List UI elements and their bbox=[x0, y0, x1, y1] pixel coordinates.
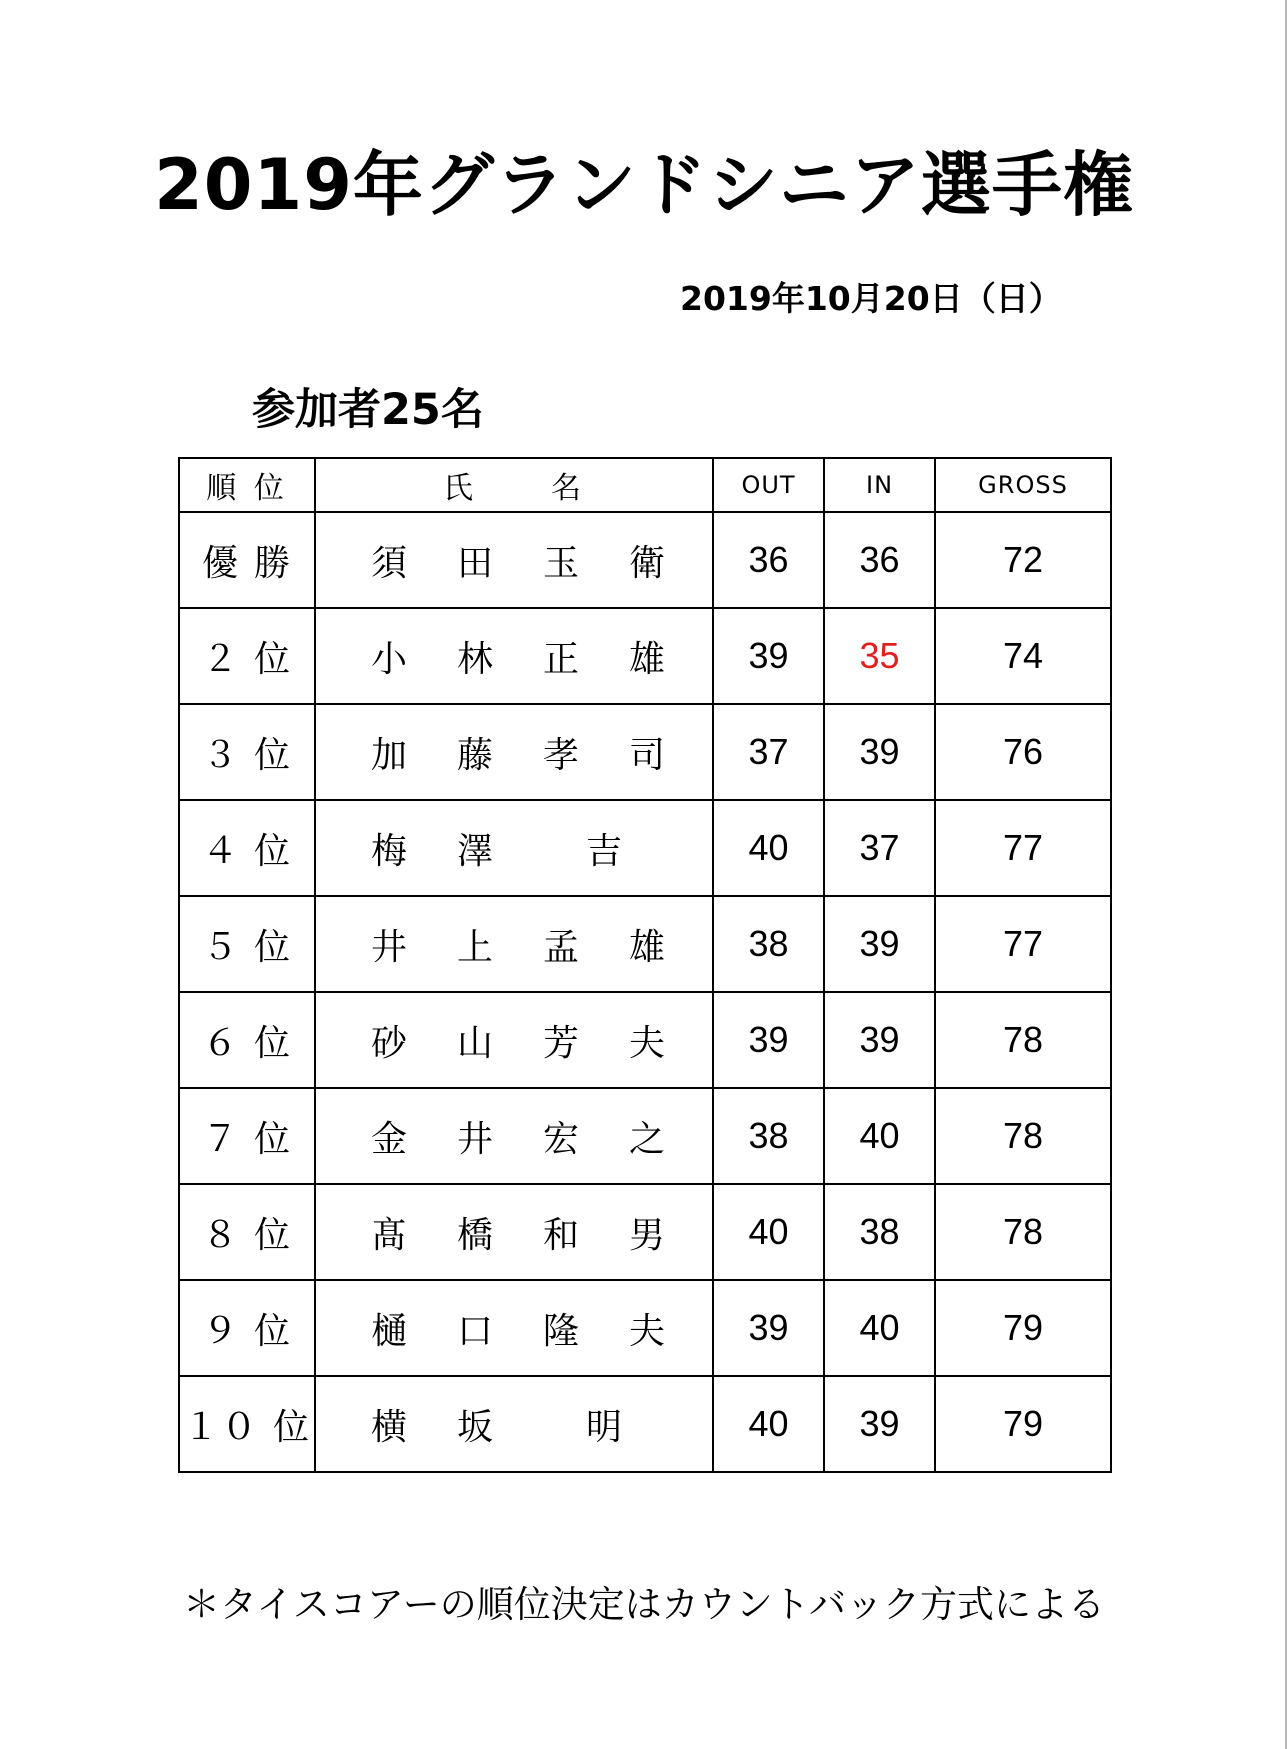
results-body bbox=[179, 512, 1111, 1472]
out-score-cell: 36 bbox=[713, 512, 824, 608]
gross-score-cell: 74 bbox=[935, 608, 1111, 704]
player-name-cell bbox=[315, 1280, 713, 1376]
surname-char: 加 bbox=[370, 734, 407, 776]
player-name-cell bbox=[315, 704, 713, 800]
in-score-cell: 40 bbox=[824, 1088, 935, 1184]
page-title: 2019年グランドシニア選手権 bbox=[154, 144, 1134, 226]
player-name-cell bbox=[315, 800, 713, 896]
rank-number: 優 bbox=[201, 542, 240, 584]
given-name-char: 衛 bbox=[628, 542, 665, 584]
event-date: 2019年10月20日（日） bbox=[680, 279, 1062, 318]
surname-char: 坂 bbox=[456, 1406, 493, 1448]
given-name-char: 玉 bbox=[542, 542, 579, 584]
table-row bbox=[179, 1376, 1111, 1472]
surname-char: 金 bbox=[370, 1118, 407, 1160]
table-row bbox=[179, 896, 1111, 992]
given-name-char: 孝 bbox=[542, 734, 579, 776]
out-score-cell: 37 bbox=[713, 704, 824, 800]
surname-char: 藤 bbox=[456, 734, 493, 776]
rank-label: 位 bbox=[254, 830, 293, 872]
player-name-cell bbox=[315, 896, 713, 992]
gross-score-cell: 77 bbox=[935, 800, 1111, 896]
rank-label: 位 bbox=[273, 1406, 312, 1448]
surname-char: 須 bbox=[370, 542, 407, 584]
rank-number: ５ bbox=[201, 926, 240, 968]
given-name-char: 男 bbox=[628, 1214, 665, 1256]
gross-score-cell: 78 bbox=[935, 992, 1111, 1088]
table-row bbox=[179, 800, 1111, 896]
table-row bbox=[179, 1184, 1111, 1280]
player-name-cell bbox=[315, 1088, 713, 1184]
rank-label: 位 bbox=[254, 1022, 293, 1064]
given-name-char: 孟 bbox=[542, 926, 579, 968]
in-score-cell: 40 bbox=[824, 1280, 935, 1376]
tiebreak-note: ＊タイスコアーの順位決定はカウントバック方式による bbox=[182, 1583, 1106, 1626]
rank-number: ４ bbox=[201, 830, 240, 872]
table-row bbox=[179, 512, 1111, 608]
out-score-cell: 38 bbox=[713, 896, 824, 992]
rank-number: ９ bbox=[201, 1310, 240, 1352]
rank-number: ８ bbox=[201, 1214, 240, 1256]
in-score-cell: 37 bbox=[824, 800, 935, 896]
surname-char: 田 bbox=[456, 542, 493, 584]
player-name-cell bbox=[315, 1376, 713, 1472]
rank-number: ２ bbox=[201, 638, 240, 680]
gross-score-cell: 78 bbox=[935, 1184, 1111, 1280]
given-name-char: 吉 bbox=[585, 830, 622, 872]
in-score-cell: 38 bbox=[824, 1184, 935, 1280]
given-name-char: 正 bbox=[542, 638, 579, 680]
surname-char: 上 bbox=[456, 926, 493, 968]
results-table bbox=[178, 457, 1112, 1473]
rank-number: ６ bbox=[201, 1022, 240, 1064]
gross-score-cell: 77 bbox=[935, 896, 1111, 992]
rank-number: １０ bbox=[182, 1406, 259, 1448]
surname-char: 樋 bbox=[370, 1310, 407, 1352]
rank-label: 位 bbox=[254, 638, 293, 680]
given-name-char: 夫 bbox=[628, 1310, 665, 1352]
surname-char: 小 bbox=[370, 638, 407, 680]
surname-char: 橋 bbox=[456, 1214, 493, 1256]
page-edge-divider bbox=[1285, 0, 1287, 1749]
table-row bbox=[179, 1280, 1111, 1376]
rank-number: ３ bbox=[201, 734, 240, 776]
rank-cell bbox=[179, 1088, 315, 1184]
surname-char: 梅 bbox=[370, 830, 407, 872]
surname-char: 山 bbox=[456, 1022, 493, 1064]
gross-score-cell: 72 bbox=[935, 512, 1111, 608]
surname-char: 井 bbox=[456, 1118, 493, 1160]
gross-score-cell: 76 bbox=[935, 704, 1111, 800]
in-score-cell: 36 bbox=[824, 512, 935, 608]
surname-char: 澤 bbox=[456, 830, 493, 872]
player-name-cell bbox=[315, 512, 713, 608]
out-score-cell: 40 bbox=[713, 1376, 824, 1472]
rank-number: ７ bbox=[201, 1118, 240, 1160]
rank-label: 位 bbox=[254, 926, 293, 968]
out-score-cell: 38 bbox=[713, 1088, 824, 1184]
player-name-cell bbox=[315, 1184, 713, 1280]
surname-char: 横 bbox=[370, 1406, 407, 1448]
out-score-cell: 40 bbox=[713, 800, 824, 896]
in-score-cell: 39 bbox=[824, 704, 935, 800]
out-score-cell: 39 bbox=[713, 992, 824, 1088]
rank-cell bbox=[179, 1376, 315, 1472]
out-score-cell: 39 bbox=[713, 608, 824, 704]
given-name-char: 夫 bbox=[628, 1022, 665, 1064]
in-score-cell: 39 bbox=[824, 992, 935, 1088]
name-header bbox=[315, 458, 713, 512]
rank-cell bbox=[179, 896, 315, 992]
in-header: IN bbox=[824, 458, 935, 512]
rank-label: 位 bbox=[254, 734, 293, 776]
given-name-char: 司 bbox=[628, 734, 665, 776]
out-score-cell: 39 bbox=[713, 1280, 824, 1376]
rank-label: 位 bbox=[254, 1214, 293, 1256]
gross-header: GROSS bbox=[935, 458, 1111, 512]
rank-cell bbox=[179, 608, 315, 704]
given-name-char: 之 bbox=[628, 1118, 665, 1160]
rank-label: 位 bbox=[254, 1310, 293, 1352]
table-row bbox=[179, 1088, 1111, 1184]
participant-count: 参加者25名 bbox=[252, 385, 484, 435]
given-name-char: 雄 bbox=[628, 926, 665, 968]
in-score-cell: 39 bbox=[824, 1376, 935, 1472]
table-row bbox=[179, 992, 1111, 1088]
surname-char: 林 bbox=[456, 638, 493, 680]
given-name-char: 和 bbox=[542, 1214, 579, 1256]
surname-char: 口 bbox=[456, 1310, 493, 1352]
rank-label: 位 bbox=[254, 1118, 293, 1160]
rank-cell bbox=[179, 1280, 315, 1376]
given-name-char: 隆 bbox=[542, 1310, 579, 1352]
table-row bbox=[179, 608, 1111, 704]
surname-char: 砂 bbox=[370, 1022, 407, 1064]
surname-char: 井 bbox=[370, 926, 407, 968]
gross-score-cell: 79 bbox=[935, 1376, 1111, 1472]
player-name-cell bbox=[315, 992, 713, 1088]
rank-cell bbox=[179, 512, 315, 608]
rank-cell bbox=[179, 800, 315, 896]
rank-cell bbox=[179, 1184, 315, 1280]
gross-score-cell: 79 bbox=[935, 1280, 1111, 1376]
given-name-char: 宏 bbox=[542, 1118, 579, 1160]
given-name-char: 芳 bbox=[542, 1022, 579, 1064]
in-score-cell: 39 bbox=[824, 896, 935, 992]
in-score-cell: 35 bbox=[824, 608, 935, 704]
out-header: OUT bbox=[713, 458, 824, 512]
out-score-cell: 40 bbox=[713, 1184, 824, 1280]
name-header-surname: 氏 bbox=[443, 471, 477, 506]
rank-label: 勝 bbox=[254, 542, 293, 584]
name-header-given: 名 bbox=[551, 471, 585, 506]
results-header-row bbox=[179, 458, 1111, 512]
table-row bbox=[179, 704, 1111, 800]
given-name-char: 明 bbox=[585, 1406, 622, 1448]
surname-char: 髙 bbox=[370, 1214, 407, 1256]
player-name-cell bbox=[315, 608, 713, 704]
gross-score-cell: 78 bbox=[935, 1088, 1111, 1184]
given-name-char: 雄 bbox=[628, 638, 665, 680]
rank-cell bbox=[179, 992, 315, 1088]
rank-cell bbox=[179, 704, 315, 800]
rank-header: 順 位 bbox=[179, 458, 315, 512]
